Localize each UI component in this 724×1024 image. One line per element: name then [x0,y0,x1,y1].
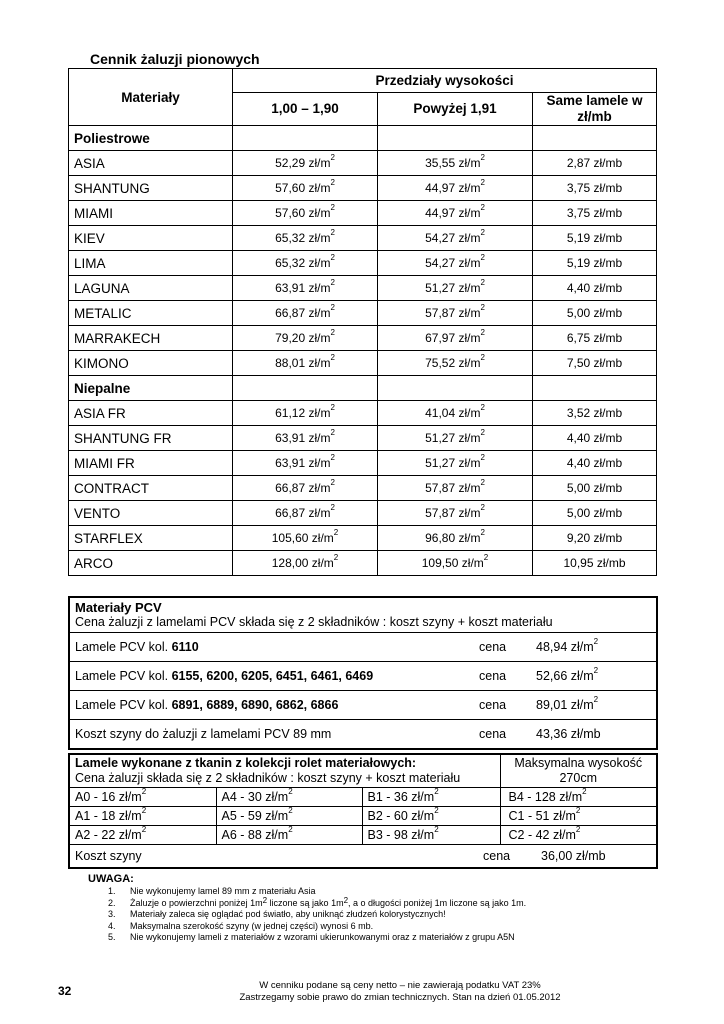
superscript-2: 2 [480,353,485,362]
table-row [69,451,657,476]
material-name: ASIA FR [69,401,233,426]
pcv-label-text: Lamele PCV kol. [75,698,172,712]
superscript-2: 2 [593,695,599,704]
superscript-2: 2 [330,328,335,337]
price-lamele: 4,40 zł/mb [533,276,657,301]
lamele-group-price [69,788,216,807]
pcv-header [69,597,657,633]
empty-cell [533,126,657,151]
price-lamele: 9,20 zł/mb [533,526,657,551]
empty-cell [533,376,657,401]
empty-cell [378,376,533,401]
material-name: SHANTUNG FR [69,426,233,451]
price-value: 51,27 zł/m [425,431,481,445]
price-range-1 [233,426,378,451]
pcv-label-text: Lamele PCV kol. [75,669,172,683]
lamele-row [69,788,657,807]
pcv-label [69,662,474,691]
price-value: 88,01 zł/m [275,356,331,370]
rail-row [69,845,657,869]
cena-label: cena [474,691,532,720]
section-name: Poliestrowe [69,126,233,151]
superscript-2: 2 [480,178,485,187]
material-name: METALIC [69,301,233,326]
section-row [69,376,657,401]
pcv-colors: 6110 [171,640,199,654]
price-range-1 [233,276,378,301]
superscript-2: 2 [330,503,335,512]
note-number: 2. [108,897,116,908]
material-name: ARCO [69,551,233,576]
rail-label: Koszt szyny [75,849,142,863]
price-range-2 [378,151,533,176]
price-range-2 [378,451,533,476]
superscript-2: 2 [330,428,335,437]
superscript-2: 2 [480,228,485,237]
price-value: C1 - 51 zł/m [508,809,576,823]
superscript-2: 2 [330,203,335,212]
price-value: 63,91 zł/m [275,456,331,470]
table-row [69,176,657,201]
price-value: 79,20 zł/m [275,331,331,345]
price-range-2 [378,251,533,276]
price-range-2 [378,401,533,426]
table-row [69,226,657,251]
price-value: 61,12 zł/m [275,406,331,420]
material-name: KIMONO [69,351,233,376]
price-value: 51,27 zł/m [425,456,481,470]
price-value: 66,87 zł/m [275,506,331,520]
lamele-group-price [500,788,657,807]
superscript-2: 2 [330,453,335,462]
note-number: 3. [108,909,116,919]
page-title: Cennik żaluzji pionowych [90,51,260,67]
lamele-group-price [362,826,500,845]
price-value: 105,60 zł/m [271,531,334,545]
price-value: 65,32 zł/m [275,231,331,245]
price-range-2 [378,201,533,226]
table-row [69,201,657,226]
price-lamele: 4,40 zł/mb [533,426,657,451]
superscript-2: 2 [480,253,485,262]
note-text: Nie wykonujemy lameli z materiałów z wzorami ukierunkowanymi oraz z materiałów z grupu A5N [130,932,515,942]
superscript-2: 2 [141,825,147,834]
superscript-2: 2 [288,825,293,834]
price-range-1 [233,501,378,526]
table-row [69,551,657,576]
superscript-2: 2 [288,787,293,796]
superscript-2: 2 [480,453,485,462]
price-value: B3 - 98 zł/m [367,828,435,842]
price-value: 57,87 zł/m [425,306,481,320]
superscript-2: 2 [480,503,485,512]
lamele-group-price [216,788,362,807]
price-value: 52,29 zł/m [275,156,331,170]
col-header-col-2: Powyżej 1,91 [378,93,533,126]
price-range-2 [378,226,533,251]
notes-title: UWAGA: [88,873,134,885]
notes-list [108,886,526,944]
pcv-subtitle: Cena żaluzji z lamelami PCV składa się z 2 składników : koszt szyny + koszt materiału [75,615,553,629]
superscript-2: 2 [480,278,485,287]
pcv-row [69,662,657,691]
superscript-2: 2 [480,403,485,412]
price-range-2 [378,501,533,526]
price-value: 41,04 zł/m [425,406,481,420]
material-name: MIAMI FR [69,451,233,476]
lamele-group-price [216,807,362,826]
note-item [108,895,527,910]
superscript-2: 2 [582,787,587,796]
superscript-2: 2 [333,528,339,537]
superscript-2: 2 [480,303,485,312]
pcv-colors: 6891, 6889, 6890, 6862, 6866 [171,698,339,712]
note-number: 5. [108,932,116,942]
footer-line-2: Zastrzegamy sobie prawo do zmian technicznych. Stan na dzień 01.05.2012 [239,992,561,1003]
price-lamele: 10,95 zł/mb [533,551,657,576]
price-value: 96,80 zł/m [425,531,481,545]
lamele-group-price [362,788,500,807]
superscript-2: 2 [480,203,485,212]
price-value: 48,94 zł/m [536,640,594,654]
superscript-2: 2 [593,637,599,646]
superscript-2: 2 [333,553,339,562]
material-name: KIEV [69,226,233,251]
pcv-price [532,662,657,691]
material-name: CONTRACT [69,476,233,501]
superscript-2: 2 [480,328,485,337]
price-lamele: 3,52 zł/mb [533,401,657,426]
price-range-1 [233,326,378,351]
cena-label: cena [474,662,532,691]
superscript-2: 2 [343,895,349,905]
pcv-table [68,596,658,750]
section-row [69,126,657,151]
max-height: Maksymalna wysokość 270cm [500,754,657,788]
pcv-price [532,691,657,720]
lamele-group-price [216,826,362,845]
price-range-2 [378,276,533,301]
superscript-2: 2 [575,806,581,815]
superscript-2: 2 [330,153,335,162]
cena-label: cena [474,633,532,662]
material-name: MIAMI [69,201,233,226]
price-value: 35,55 zł/m [425,156,481,170]
material-name: STARFLEX [69,526,233,551]
price-value: C2 - 42 zł/m [508,828,576,842]
price-lamele: 5,19 zł/mb [533,251,657,276]
price-lamele: 3,75 zł/mb [533,176,657,201]
price-value: 54,27 zł/m [425,231,481,245]
superscript-2: 2 [480,528,485,537]
note-text: Nie wykonujemy lamel 89 mm z materiału Asia [130,886,316,896]
material-name: VENTO [69,501,233,526]
col-group-header: Przedziały wysokości [233,69,657,93]
empty-cell [378,126,533,151]
superscript-2: 2 [434,787,439,796]
material-name: LAGUNA [69,276,233,301]
lamele-group-price [362,807,500,826]
superscript-2: 2 [593,666,599,675]
price-range-2 [378,301,533,326]
price-value: 66,87 zł/m [275,481,331,495]
lamele-header [69,754,500,788]
price-range-1 [233,226,378,251]
superscript-2: 2 [262,895,268,905]
pcv-row [69,691,657,720]
note-text: Żaluzje o powierzchni poniżej 1m [130,897,263,908]
price-range-1 [233,551,378,576]
lamele-group-price [69,826,216,845]
lamele-row [69,807,657,826]
footer [150,980,650,1004]
lamele-subtitle: Cena żaluzji składa się z 2 składników : koszt szyny + koszt materiału [75,771,461,785]
price-value: A6 - 88 zł/m [221,828,289,842]
price-value: 63,91 zł/m [275,431,331,445]
price-value: A2 - 22 zł/m [75,828,142,842]
price-range-1 [233,251,378,276]
material-name: MARRAKECH [69,326,233,351]
pcv-label-text: Lamele PCV kol. [75,640,172,654]
note-text: , a o długości poniżej 1m liczone są jako 1m. [348,897,527,908]
price-value: 57,60 zł/m [275,181,331,195]
pcv-row [69,720,657,750]
price-lamele: 2,87 zł/mb [533,151,657,176]
note-item [108,932,526,944]
table-row [69,276,657,301]
cena-label: cena [479,727,507,741]
superscript-2: 2 [480,428,485,437]
superscript-2: 2 [330,478,335,487]
table-row [69,326,657,351]
table-row [69,151,657,176]
price-range-2 [378,176,533,201]
empty-cell [233,126,378,151]
superscript-2: 2 [330,278,335,287]
price-value: 52,66 zł/m [536,669,594,683]
pcv-label [69,720,474,750]
pcv-price [532,633,657,662]
price-value: 51,27 zł/m [425,281,481,295]
note-item [108,909,526,921]
price-range-2 [378,351,533,376]
section-name: Niepalne [69,376,233,401]
price-lamele: 3,75 zł/mb [533,201,657,226]
lamele-group-price [500,807,657,826]
material-name: ASIA [69,151,233,176]
table-row [69,351,657,376]
note-number: 1. [108,886,116,896]
price-value: A5 - 59 zł/m [221,809,289,823]
price-value: B1 - 36 zł/m [367,790,435,804]
price-value: 89,01 zł/m [536,698,594,712]
superscript-2: 2 [330,178,335,187]
price-range-1 [233,526,378,551]
table-row [69,426,657,451]
table-row [69,401,657,426]
superscript-2: 2 [330,253,335,262]
price-range-2 [378,526,533,551]
superscript-2: 2 [141,787,147,796]
price-value: 65,32 zł/m [275,256,331,270]
note-number: 4. [108,920,116,931]
price-range-2 [378,326,533,351]
price-lamele: 5,19 zł/mb [533,226,657,251]
price-value: 54,27 zł/m [425,256,481,270]
superscript-2: 2 [434,825,439,834]
note-item [108,921,526,933]
price-range-1 [233,301,378,326]
lamele-title: Lamele wykonane z tkanin z kolekcji rolet materiałowych: [75,756,417,770]
price-lamele: 6,75 zł/mb [533,326,657,351]
price-value: A1 - 18 zł/m [75,809,142,823]
price-value: B4 - 128 zł/m [508,790,583,804]
price-value: 57,87 zł/m [425,506,481,520]
price-value: 66,87 zł/m [275,306,331,320]
pcv-label [69,633,474,662]
superscript-2: 2 [330,403,335,412]
price-value: 63,91 zł/m [275,281,331,295]
superscript-2: 2 [480,153,485,162]
price-lamele: 5,00 zł/mb [533,501,657,526]
price-lamele: 5,00 zł/mb [533,301,657,326]
empty-cell [233,376,378,401]
col-materials-header: Materiały [69,69,233,126]
material-name: SHANTUNG [69,176,233,201]
price-range-2 [378,426,533,451]
price-range-1 [233,476,378,501]
price-lamele: 5,00 zł/mb [533,476,657,501]
col-header-col-1: 1,00 – 1,90 [233,93,378,126]
superscript-2: 2 [480,478,485,487]
price-lamele: 7,50 zł/mb [533,351,657,376]
superscript-2: 2 [141,806,147,815]
price-value: 57,87 zł/m [425,481,481,495]
pcv-label-text: Koszt szyny do żaluzji z lamelami PCV 89 mm [75,727,332,741]
note-text: liczone są jako 1m [267,897,344,908]
price-value: 67,97 zł/m [425,331,481,345]
table-row [69,251,657,276]
price-lamele: 4,40 zł/mb [533,451,657,476]
lamele-row [69,826,657,845]
price-range-1 [233,176,378,201]
table-row [69,476,657,501]
col-header-col-3: Same lamele w zł/mb [533,93,657,126]
price-range-1 [233,201,378,226]
lamele-group-price [69,807,216,826]
price-value: 128,00 zł/m [271,556,334,570]
price-value: A4 - 30 zł/m [221,790,289,804]
price-range-1 [233,451,378,476]
price-value: 57,60 zł/m [275,206,331,220]
pcv-price [532,720,657,750]
material-name: LIMA [69,251,233,276]
note-text: Materiały zaleca się oglądać pod światło, aby uniknąć złudzeń kolorystycznych! [130,909,446,919]
pcv-title: Materiały PCV [75,600,162,615]
rail-price: 36,00 zł/mb [541,849,606,863]
superscript-2: 2 [330,303,335,312]
lamele-group-price [500,826,657,845]
lamele-table [68,753,658,869]
price-range-2 [378,551,533,576]
rail-cell [69,845,657,869]
superscript-2: 2 [288,806,293,815]
cena-label: cena [483,849,511,863]
pcv-colors: 6155, 6200, 6205, 6451, 6461, 6469 [171,669,374,683]
pcv-row [69,633,657,662]
table-row [69,501,657,526]
price-table [68,68,657,576]
price-value: 43,36 zł/mb [536,727,601,741]
superscript-2: 2 [483,553,489,562]
price-value: 109,50 zł/m [421,556,484,570]
footer-line-1: W cenniku podane są ceny netto – nie zawierają podatku VAT 23% [259,980,541,991]
price-value: B2 - 60 zł/m [367,809,435,823]
note-item [108,886,526,898]
superscript-2: 2 [330,353,335,362]
price-range-2 [378,476,533,501]
superscript-2: 2 [575,825,581,834]
price-range-1 [233,151,378,176]
price-value: 44,97 zł/m [425,181,481,195]
table-row [69,526,657,551]
superscript-2: 2 [434,806,439,815]
note-text: Maksymalna szerokość szyny (w jednej części) wynosi 6 mb. [130,920,374,931]
price-value: 44,97 zł/m [425,206,481,220]
price-value: A0 - 16 zł/m [75,790,142,804]
table-row [69,301,657,326]
pcv-label [69,691,474,720]
price-range-1 [233,401,378,426]
price-value: 75,52 zł/m [425,356,481,370]
page-number: 32 [58,984,72,998]
superscript-2: 2 [330,228,335,237]
price-range-1 [233,351,378,376]
